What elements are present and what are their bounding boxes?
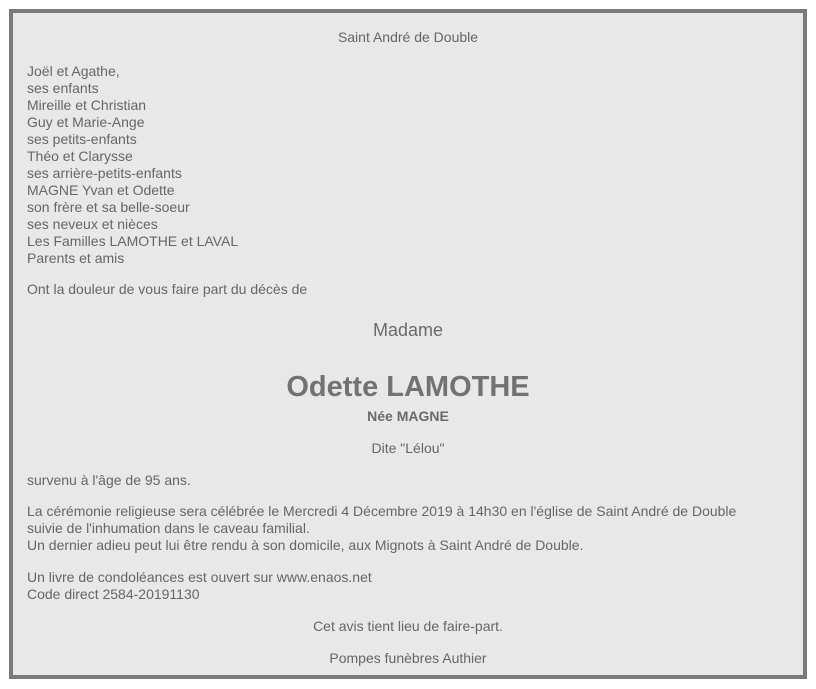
family-line: Mireille et Christian bbox=[27, 97, 147, 113]
ceremony-line: suivie de l'inhumation dans le caveau familial. bbox=[27, 520, 310, 536]
age-text: survenu à l'âge de 95 ans. bbox=[27, 472, 191, 488]
family-list bbox=[27, 63, 238, 267]
funeral-home: Pompes funèbres Authier bbox=[329, 650, 487, 666]
family-line: MAGNE Yvan et Odette bbox=[27, 182, 175, 198]
family-line: ses arrière-petits-enfants bbox=[27, 165, 182, 181]
family-line: Guy et Marie-Ange bbox=[27, 114, 145, 130]
family-line: Les Familles LAMOTHE et LAVAL bbox=[27, 233, 239, 249]
honorific: Madame bbox=[372, 320, 444, 340]
maiden-name: Née MAGNE bbox=[367, 408, 449, 424]
family-line: Théo et Clarysse bbox=[27, 148, 133, 164]
family-line: ses petits-enfants bbox=[27, 131, 137, 147]
deceased-name: Odette LAMOTHE bbox=[286, 371, 530, 403]
location-heading: Saint André de Double bbox=[337, 29, 479, 45]
family-line: son frère et sa belle-soeur bbox=[27, 199, 190, 215]
ceremony-line: La cérémonie religieuse sera célébrée le Mercredi 4 Décembre 2019 à 14h30 en l'église de Saint André de Double bbox=[27, 503, 737, 519]
nickname: Dite "Lélou" bbox=[371, 440, 445, 456]
family-line: Parents et amis bbox=[27, 250, 125, 266]
condolence-line: Code direct 2584-20191130 bbox=[27, 586, 200, 602]
family-line: Joël et Agathe, bbox=[27, 63, 120, 79]
family-line: ses neveux et nièces bbox=[27, 216, 158, 232]
ceremony-line: Un dernier adieu peut lui être rendu à son domicile, aux Mignots à Saint André de Double. bbox=[27, 537, 584, 553]
family-line: ses enfants bbox=[27, 80, 99, 96]
obituary-notice bbox=[9, 9, 807, 679]
faire-part-note: Cet avis tient lieu de faire-part. bbox=[313, 618, 503, 634]
announcement-text: Ont la douleur de vous faire part du décès de bbox=[27, 281, 308, 297]
condolence-line: Un livre de condoléances est ouvert sur www.enaos.net bbox=[27, 569, 372, 585]
